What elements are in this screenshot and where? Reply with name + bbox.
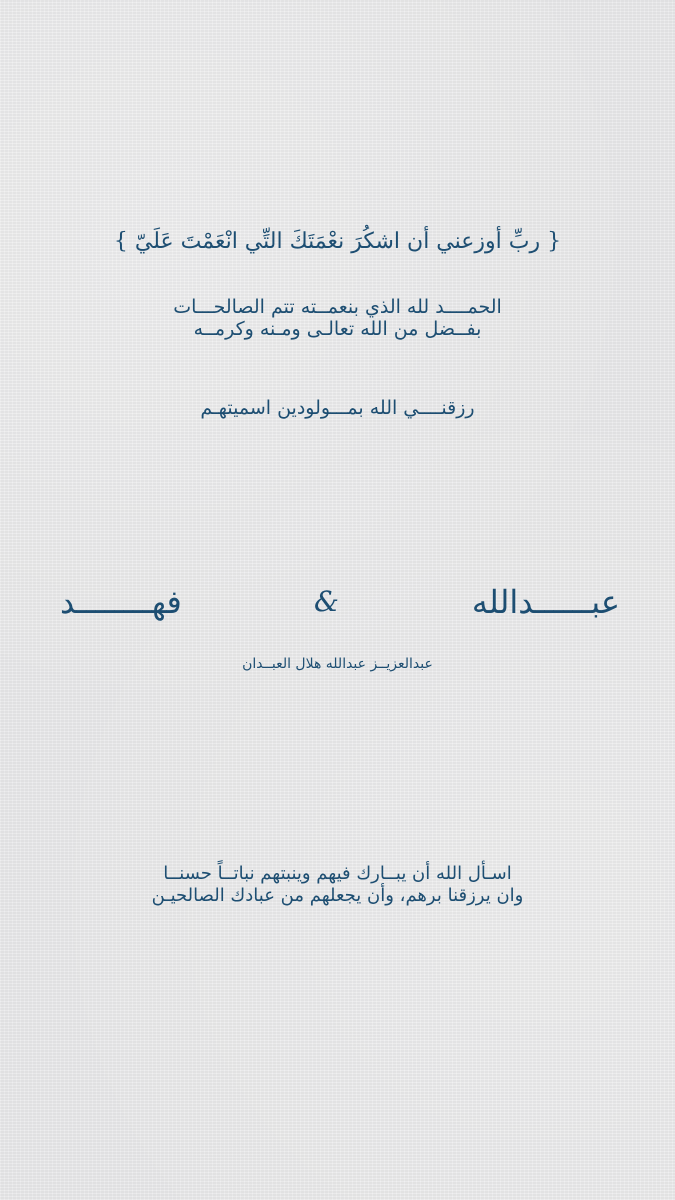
closing-prayer <box>0 863 675 907</box>
father-name: عبدالعزيــز عبدالله هلال العبــدان <box>242 656 433 672</box>
praise-text <box>0 296 675 340</box>
praise-line-1: الحمــــد لله الذي بنعمــته تتم الصالحـــات <box>173 296 502 318</box>
second-baby-name: فهــــــــد <box>60 583 182 621</box>
prayer-line-1: اسـأل الله أن يبــارك فيهم وينبتهم نباتــاً حسنــا <box>163 863 512 884</box>
baby-names <box>60 575 620 645</box>
ampersand-symbol: & <box>314 585 339 618</box>
prayer-line-2: وان يرزقنا برهم، وأن يجعلهم من عبادك الصالحيـن <box>151 885 524 906</box>
birth-announcement-line: رزقنــــي الله بمـــولودين اسميتهـم <box>200 397 475 419</box>
quran-verse: { ربِّ أوزعني أن اشكُرَ نعْمَتَكَ التِّي انْعَمْتَ عَلَيّ } <box>113 229 562 254</box>
first-baby-name: عبــــــدالله <box>471 583 620 621</box>
praise-line-2: بفــضل من الله تعالـى ومـنه وكرمــه <box>193 318 482 340</box>
